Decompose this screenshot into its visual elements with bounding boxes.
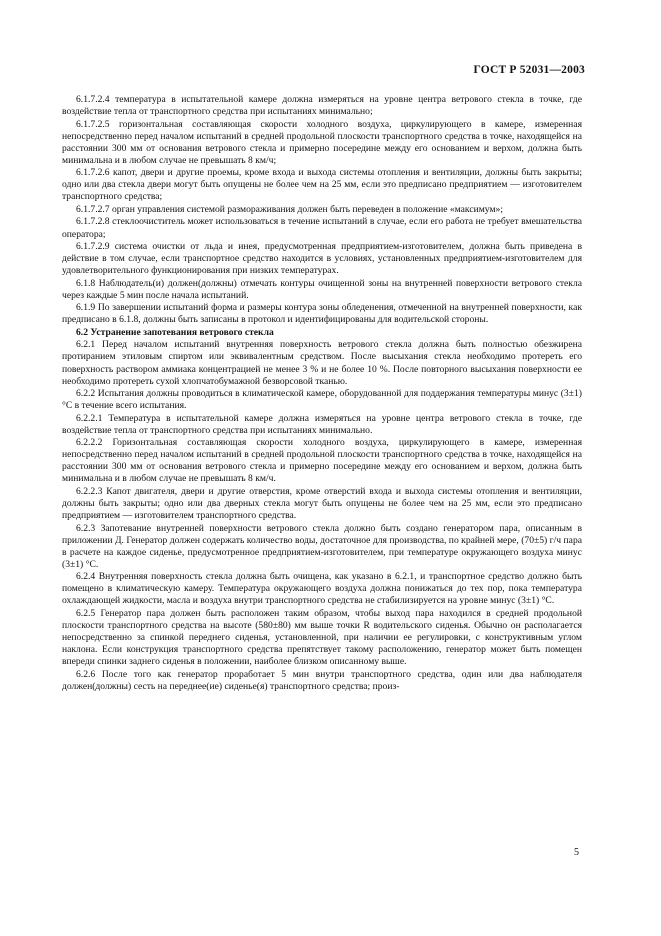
paragraph-6-2-3: 6.2.3 Запотевание внутренней поверхности ветрового стекла должно быть создано генератором пара, описанным в приложении Д. Генератор должен содержать количество воды, достаточное для производства, по крайней мере, (70±5) г/ч пара в расчете на каждое сиденье, предусмотренное предприятием-изготовителем, при температуре окружающего воздуха минус (3±1) °С. xyxy=(62,522,582,570)
paragraph-6-2-4: 6.2.4 Внутренняя поверхность стекла должна быть очищена, как указано в 6.2.1, и транспортное средство должно быть помещено в климатическую камеру. Температура окружающего воздуха должна понижаться до тех пор, пока температура охлаждающей жидкости, масла и воздуха внутри транспортного средства не стабилизируется на уровне минус (3±1) °С. xyxy=(62,571,582,607)
paragraph-6-2-5: 6.2.5 Генератор пара должен быть расположен таким образом, чтобы выход пара находился в средней продольной плоскости транспортного средства на высоте (580±80) мм выше точки R водительского сиденья. Обычно он располагается непосредственно за спинкой переднего сиденья, установленной, при наличии ее регулировки, с конструктивным углом наклона. Если конструкция транспортного средства препятствует такому расположению, генератор может быть помещен впереди спинки заднего сиденья в положении, наиболее близком описанному выше. xyxy=(62,607,582,668)
paragraph-6-1-7-2-5: 6.1.7.2.5 горизонтальная составляющая скорости холодного воздуха, циркулирующего в камере, измеренная непосредственно перед началом испытаний в средней продольной плоскости транспортного средства в точке, находящейся на расстоянии 300 мм от основания ветрового стекла и примерно посередине между его основанием и верхом, должна быть минимальна и в любом случае не превышать 8 км/ч; xyxy=(62,118,582,166)
paragraph-6-2-2-3: 6.2.2.3 Капот двигателя, двери и другие отверстия, кроме отверстий входа и выхода системы отопления и вентиляции, должны быть закрыты; одно или два дверных стекла могут быть опущены не более чем на 25 мм, если это предписано предприятием — изготовителем транспортного средства. xyxy=(62,486,582,522)
paragraph-6-1-9: 6.1.9 По завершении испытаний форма и размеры контура зоны обледенения, отмеченной на внутренней поверхности, как предписано в 6.1.8, должны быть записаны в протокол и идентифицированы для водительской стороны. xyxy=(62,302,582,326)
paragraph-6-2-2-2: 6.2.2.2 Горизонтальная составляющая скорости холодного воздуха, циркулирующего в камере, измеренная непосредственно перед началом испытаний в средней продольной плоскости транспортного средства в точке, находящейся на расстоянии 300 мм от основания ветрового стекла и примерно посередине между его основанием и верхом, должна быть минимальна и в любом случае не превышать 8 км/ч. xyxy=(62,437,582,485)
paragraph-6-1-7-2-8: 6.1.7.2.8 стеклоочиститель может использоваться в течение испытаний в случае, если его работа не требует вмешательства оператора; xyxy=(62,216,582,240)
paragraph-6-1-7-2-9: 6.1.7.2.9 система очистки от льда и инея, предусмотренная предприятием-изготовителем, должна быть приведена в действие в том случае, если транспортное средство находится в условиях, установленных предприятием-изготовителем для удовлетворительного функционирования при низких температурах. xyxy=(62,241,582,277)
page-number: 5 xyxy=(574,847,579,858)
paragraph-6-1-8: 6.1.8 Наблюдатель(и) должен(должны) отмечать контуры очищенной зоны на внутренней поверхности ветрового стекла через каждые 5 мин после начала испытаний. xyxy=(62,277,582,301)
paragraph-6-1-7-2-4: 6.1.7.2.4 температура в испытательной камере должна измеряться на уровне центра ветрового стекла в точке, где воздействие тепла от транспортного средства при испытаниях минимально; xyxy=(62,94,582,118)
document-body xyxy=(62,94,582,693)
paragraph-6-2-6: 6.2.6 После того как генератор проработает 5 мин внутри транспортного средства, один или два наблюдателя должен(должны) сесть на переднее(ие) сиденье(я) транспортного средства; произ- xyxy=(62,668,582,692)
paragraph-6-1-7-2-6: 6.1.7.2.6 капот, двери и другие проемы, кроме входа и выхода системы отопления и вентиляции, должны быть закрыты; одно или два стекла двери могут быть опущены не более чем на 25 мм, если это предписано предприятием — изготовителем транспортного средства; xyxy=(62,167,582,203)
paragraph-6-2-2: 6.2.2 Испытания должны проводиться в климатической камере, оборудованной для поддержания температуры минус (3±1) °С в течение всего испытания. xyxy=(62,388,582,412)
paragraph-6-2-1: 6.2.1 Перед началом испытаний внутренняя поверхность ветрового стекла должна быть полностью обезжирена протиранием этиловым спиртом или эквивалентным средством. После высыхания стекла необходимо протереть его поверхность раствором аммиака концентрацией не менее 3 % и не более 10 %. После повторного высыхания поверхности ее необходимо протереть сухой хлопчатобумажной безворсовой тканью. xyxy=(62,339,582,387)
standard-header: ГОСТ Р 52031—2003 xyxy=(473,64,585,76)
paragraph-6-2-2-1: 6.2.2.1 Температура в испытательной камере должна измеряться на уровне центра ветрового стекла в точке, где воздействие тепла от транспортного средства при испытаниях минимально. xyxy=(62,412,582,436)
paragraph-6-1-7-2-7: 6.1.7.2.7 орган управления системой размораживания должен быть переведен в положение «максимум»; xyxy=(76,203,504,215)
section-heading-6-2: 6.2 Устранение запотевания ветрового стекла xyxy=(76,326,274,338)
